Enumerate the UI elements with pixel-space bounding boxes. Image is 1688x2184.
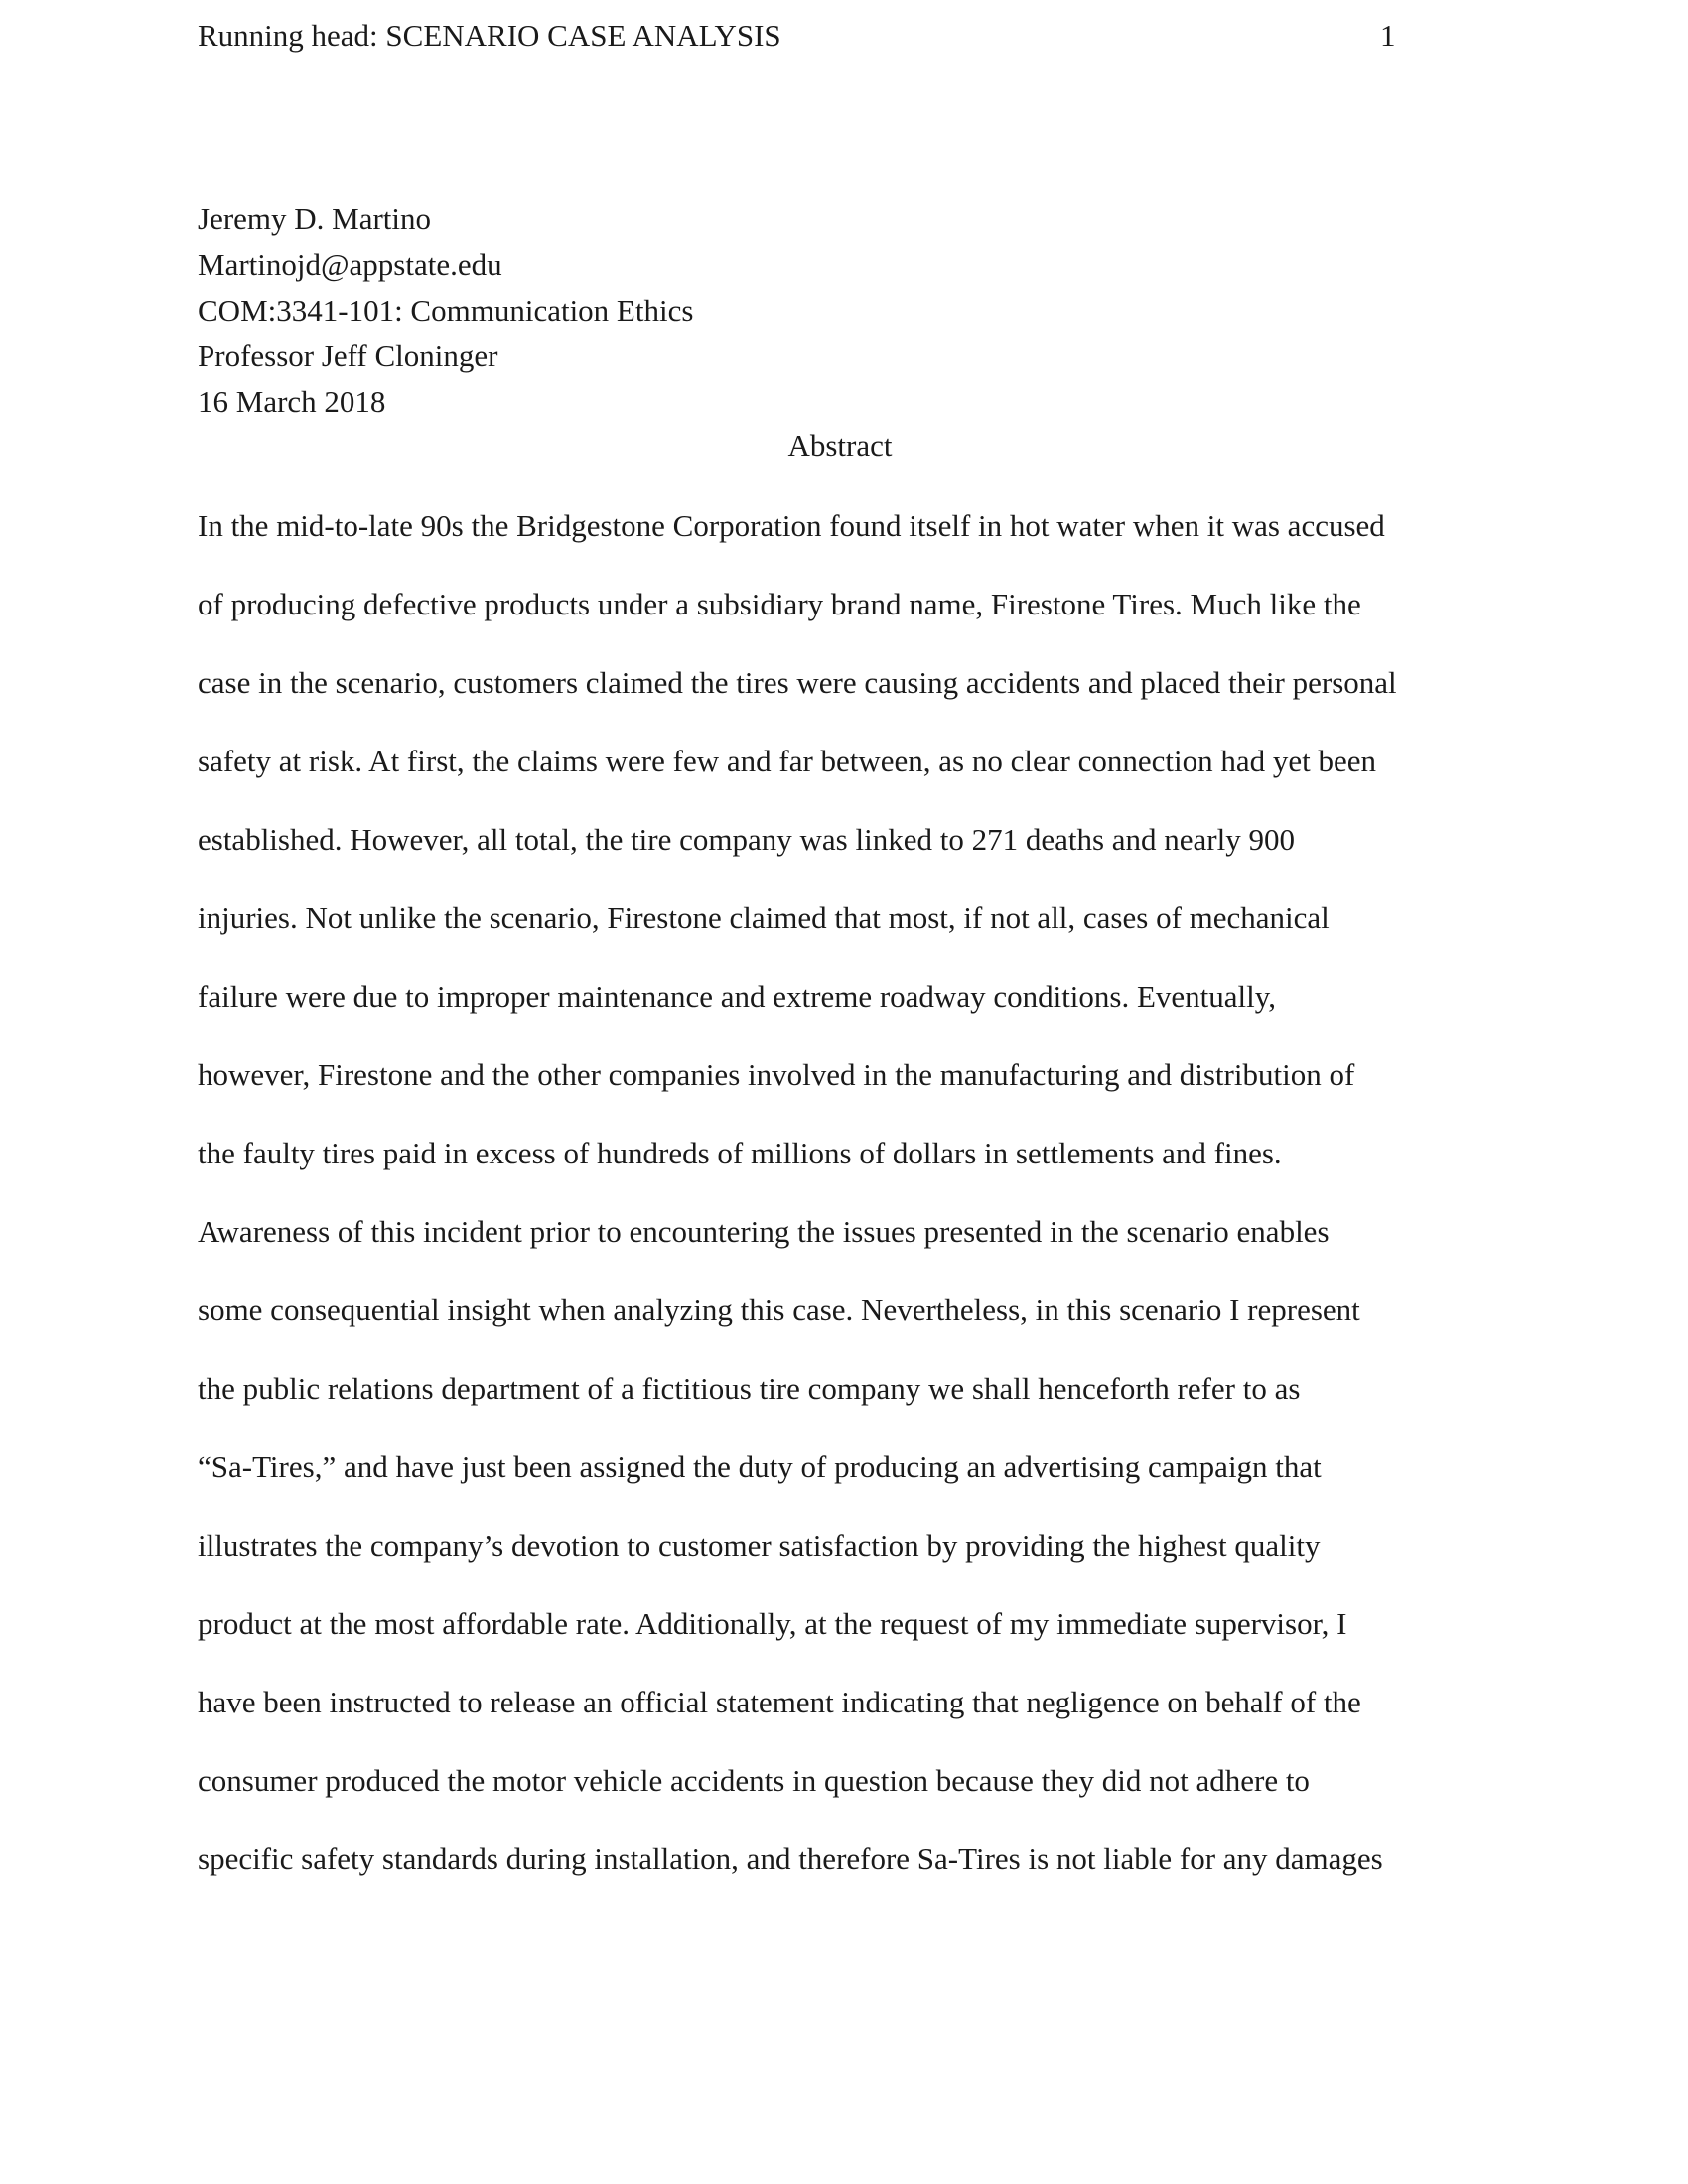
abstract-body [198,503,1397,1915]
body-line: safety at risk. At first, the claims were few and far between, as no clear connection had yet been [198,744,1376,778]
body-line: product at the most affordable rate. Additionally, at the request of my immediate supervisor, I [198,1606,1347,1641]
body-line: failure were due to improper maintenance and extreme roadway conditions. Eventually, [198,979,1277,1014]
professor-name: Professor Jeff Cloninger [198,339,498,373]
body-line: of producing defective products under a subsidiary brand name, Firestone Tires. Much like the [198,587,1361,621]
body-line: case in the scenario, customers claimed the tires were causing accidents and placed their personal [198,665,1397,700]
body-line: the public relations department of a fictitious tire company we shall henceforth refer to as [198,1371,1301,1406]
body-line: Awareness of this incident prior to encountering the issues presented in the scenario enables [198,1214,1330,1249]
body-line: consumer produced the motor vehicle accidents in question because they did not adhere to [198,1763,1310,1798]
body-line: illustrates the company’s devotion to customer satisfaction by providing the highest quality [198,1528,1321,1563]
author-email: Martinojd@appstate.edu [198,247,502,282]
course-name: COM:3341-101: Communication Ethics [198,293,694,328]
author-block [198,197,693,425]
page-number: 1 [1380,18,1396,53]
running-head: Running head: SCENARIO CASE ANALYSIS [198,18,781,53]
body-line: have been instructed to release an official statement indicating that negligence on behalf of the [198,1685,1361,1719]
body-line: injuries. Not unlike the scenario, Firestone claimed that most, if not all, cases of mechanical [198,900,1330,935]
body-line: specific safety standards during installation, and therefore Sa-Tires is not liable for any damages [198,1842,1383,1876]
abstract-heading-text: Abstract [787,428,893,463]
body-line: however, Firestone and the other companies involved in the manufacturing and distribution of [198,1057,1355,1092]
body-line: “Sa-Tires,” and have just been assigned the duty of producing an advertising campaign that [198,1449,1322,1484]
document-date: 16 March 2018 [198,384,386,419]
body-line: established. However, all total, the tire company was linked to 271 deaths and nearly 900 [198,822,1295,857]
author-name: Jeremy D. Martino [198,202,432,236]
body-line: some consequential insight when analyzing this case. Nevertheless, in this scenario I represent [198,1293,1360,1327]
abstract-heading [0,423,1688,469]
body-line: the faulty tires paid in excess of hundreds of millions of dollars in settlements and fines. [198,1136,1282,1170]
body-line: In the mid-to-late 90s the Bridgestone Corporation found itself in hot water when it was accused [198,508,1385,543]
